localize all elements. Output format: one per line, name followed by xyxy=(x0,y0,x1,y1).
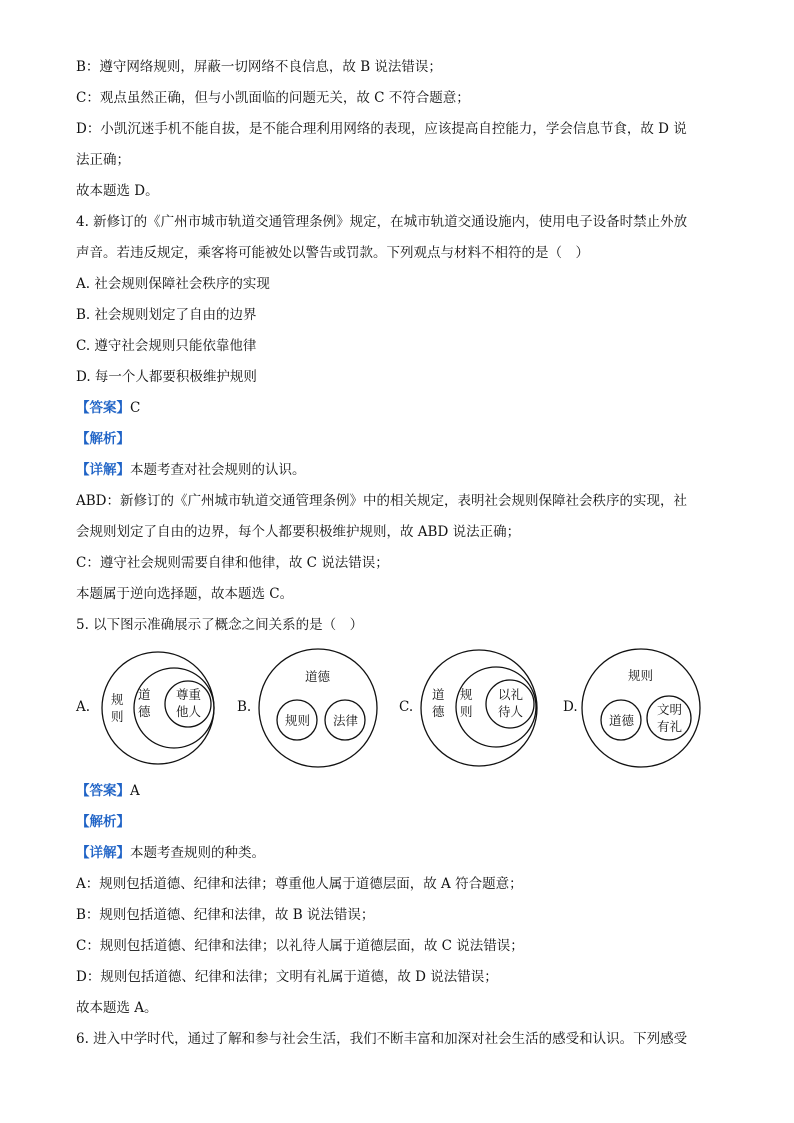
diagram-c xyxy=(416,647,546,773)
detail-tag: 【详解】 xyxy=(76,845,130,861)
diagram-b-right-label: 法律 xyxy=(333,713,359,728)
question-6-stem: 6. 进入中学时代，通过了解和参与社会生活，我们不断丰富和加深对社会生活的感受和认识。下列感受 xyxy=(76,1031,688,1047)
diagram-d-outer-circle xyxy=(582,649,700,767)
answer-tag: 【答案】 xyxy=(76,400,130,416)
question-4-stem: 声音。若违反规定，乘客将可能被处以警告或罚款。下列观点与材料不相符的是（ ） xyxy=(76,245,589,261)
diagram-c-middle-label-2: 则 xyxy=(460,704,473,719)
diagram-b-letter: B. xyxy=(237,699,252,715)
analysis-line: B：遵守网络规则，屏蔽一切网络不良信息，故 B 说法错误； xyxy=(76,59,442,75)
question-5-stem: 5. 以下图示准确展示了概念之间关系的是（ ） xyxy=(76,617,364,633)
analysis-tag: 【解析】 xyxy=(76,814,130,830)
answer-line xyxy=(76,393,716,424)
detail-text: 本题考查对社会规则的认识。 xyxy=(130,462,306,478)
analysis-tag: 【解析】 xyxy=(76,431,130,447)
diagram-c-middle-label-1: 规 xyxy=(460,687,473,702)
detail-line xyxy=(76,455,716,486)
diagram-c-inner-label-2: 待人 xyxy=(498,704,524,719)
diagram-a-outer-label-2: 则 xyxy=(111,709,124,724)
diagram-b-outer-label: 道德 xyxy=(305,669,331,684)
detail-line: ABD：新修订的《广州城市轨道交通管理条例》中的相关规定，表明社会规则保障社会秩序的实现，社 xyxy=(76,493,687,509)
diagram-a xyxy=(94,647,224,773)
diagram-a-middle-label-1: 道 xyxy=(138,687,151,702)
diagram-a-middle-label-2: 德 xyxy=(138,704,151,719)
detail-text: 本题考查规则的种类。 xyxy=(130,845,265,861)
detail-line: C：规则包括道德、纪律和法律；以礼待人属于道德层面，故 C 说法错误； xyxy=(76,938,524,954)
diagram-d xyxy=(579,647,709,773)
option-d: D. 每一个人都要积极维护规则 xyxy=(76,369,257,385)
diagram-d-letter: D. xyxy=(563,699,578,715)
diagram-d-right-label-2: 有礼 xyxy=(657,719,683,734)
analysis-heading xyxy=(76,807,716,838)
conclusion-line: 故本题选 D。 xyxy=(76,183,159,199)
diagram-b xyxy=(255,647,385,773)
diagram-d-outer-label: 规则 xyxy=(628,668,654,683)
analysis-heading xyxy=(76,424,716,455)
diagram-c-outer-label-2: 德 xyxy=(432,704,445,719)
diagram-d-left-label: 道德 xyxy=(609,713,635,728)
answer-line xyxy=(76,776,716,807)
analysis-line: 法正确； xyxy=(76,152,130,168)
detail-line: C：遵守社会规则需要自律和他律，故 C 说法错误； xyxy=(76,555,389,571)
diagram-a-outer-label-1: 规 xyxy=(111,692,124,707)
answer-value: C xyxy=(130,400,141,416)
venn-diagram-row xyxy=(76,647,716,773)
option-b: B. 社会规则划定了自由的边界 xyxy=(76,307,257,323)
diagram-d-right-label-1: 文明 xyxy=(657,702,683,717)
question-4-stem: 4. 新修订的《广州市城市轨道交通管理条例》规定，在城市轨道交通设施内，使用电子设备时禁止外放 xyxy=(76,214,688,230)
detail-line: 会规则划定了自由的边界，每个人都要积极维护规则，故 ABD 说法正确； xyxy=(76,524,521,540)
detail-tag: 【详解】 xyxy=(76,462,130,478)
answer-tag: 【答案】 xyxy=(76,783,130,799)
option-c: C. 遵守社会规则只能依靠他律 xyxy=(76,338,257,354)
analysis-line: D：小凯沉迷手机不能自拔，是不能合理利用网络的表现，应该提高自控能力，学会信息节食，故 D 说 xyxy=(76,121,687,137)
answer-value: A xyxy=(130,783,140,799)
diagram-a-inner-label-1: 尊重 xyxy=(176,687,202,702)
detail-line: A：规则包括道德、纪律和法律；尊重他人属于道德层面，故 A 符合题意； xyxy=(76,876,523,892)
detail-line: 本题属于逆向选择题，故本题选 C。 xyxy=(76,586,294,602)
detail-line xyxy=(76,838,716,869)
diagram-a-letter: A. xyxy=(76,699,91,715)
diagram-c-inner-label-1: 以礼 xyxy=(498,687,524,702)
detail-line: B：规则包括道德、纪律和法律，故 B 说法错误； xyxy=(76,907,375,923)
detail-line: 故本题选 A。 xyxy=(76,1000,158,1016)
diagram-b-left-label: 规则 xyxy=(285,713,311,728)
diagram-c-outer-label-1: 道 xyxy=(432,687,445,702)
diagram-b-outer-circle xyxy=(259,649,377,767)
detail-line: D：规则包括道德、纪律和法律；文明有礼属于道德，故 D 说法错误； xyxy=(76,969,498,985)
diagram-c-letter: C. xyxy=(399,699,414,715)
analysis-line: C：观点虽然正确，但与小凯面临的问题无关，故 C 不符合题意； xyxy=(76,90,470,106)
option-a: A. 社会规则保障社会秩序的实现 xyxy=(76,276,270,292)
document-page xyxy=(76,52,716,1055)
diagram-a-inner-label-2: 他人 xyxy=(176,704,202,719)
